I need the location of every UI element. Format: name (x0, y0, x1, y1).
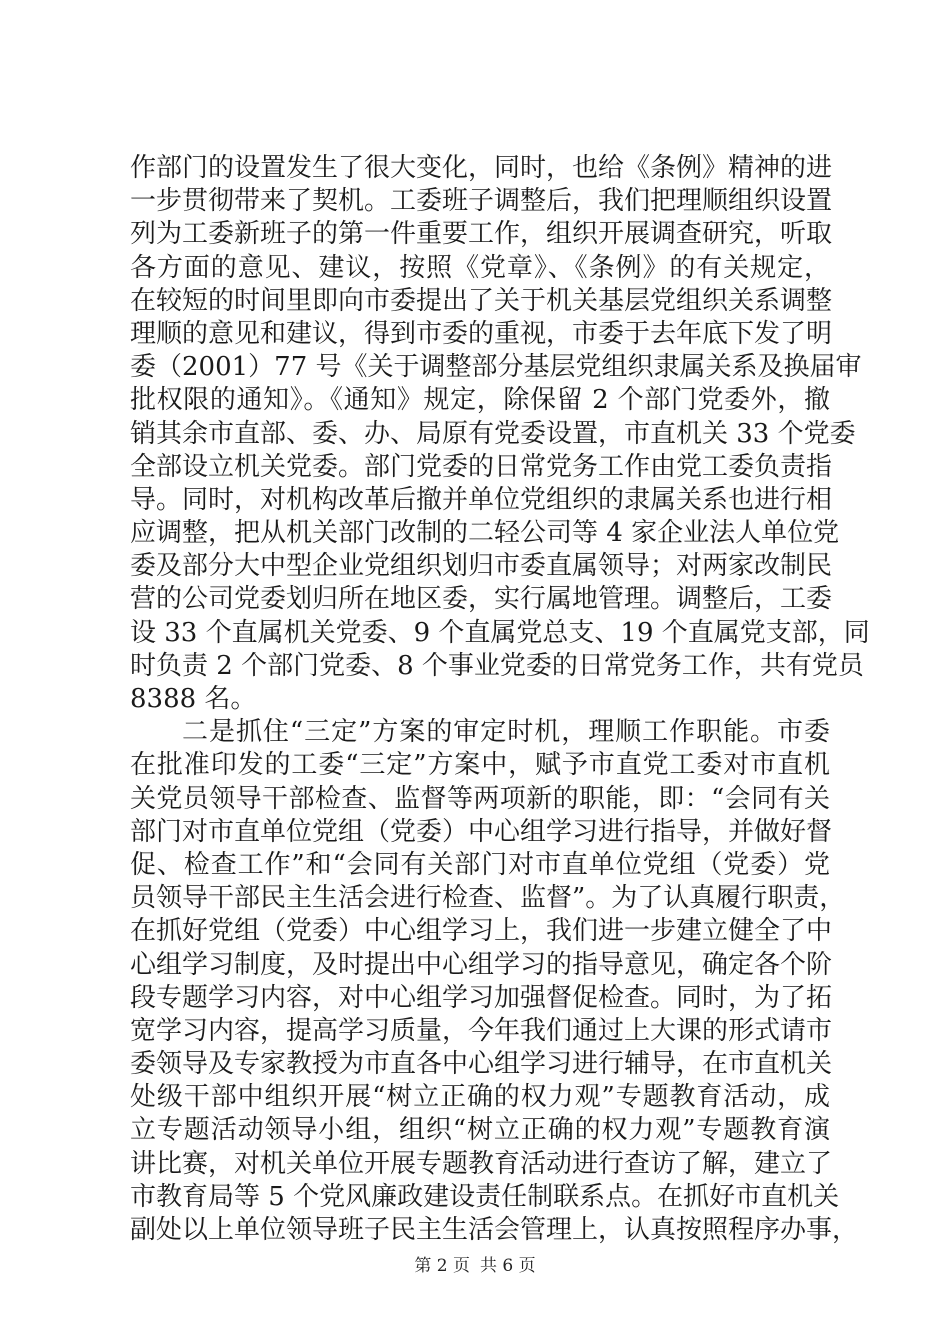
text-line: 时负责 2 个部门党委、8 个事业党委的日常党务工作，共有党员 (130, 650, 864, 681)
text-line: 委及部分大中型企业党组织划归市委直属领导；对两家改制民 (130, 551, 833, 582)
text-line: 委领导及专家教授为市直各中心组学习进行辅导，在市直机关 (130, 1049, 833, 1080)
page-footer (0, 1251, 950, 1276)
text-line: 在较短的时间里即向市委提出了关于机关基层党组织关系调整 (130, 285, 833, 316)
text-line: 列为工委新班子的第一件重要工作，组织开展调查研究，听取 (130, 219, 833, 250)
text-line: 部门对市直单位党组（党委）中心组学习进行指导，并做好督 (130, 816, 833, 847)
text-line: 段专题学习内容，对中心组学习加强督促检查。同时，为了拓 (130, 982, 833, 1013)
text-line: 在批准印发的工委“三定”方案中，赋予市直党工委对市直机 (130, 750, 830, 781)
text-line: 员领导干部民主生活会进行检查、监督”。为了认真履行职责， (130, 883, 846, 914)
text-line: 作部门的设置发生了很大变化，同时，也给《条例》精神的进 (130, 153, 833, 183)
text-line: 委（2001）77 号《关于调整部分基层党组织隶属关系及换届审 (130, 352, 862, 383)
text-line: 市教育局等 5 个党风廉政建设责任制联系点。在抓好市直机关 (130, 1181, 840, 1212)
page-number: 第 2 页 (414, 1256, 470, 1276)
text-line: 设 33 个直属机关党委、9 个直属党总支、19 个直属党支部，同 (130, 617, 870, 648)
text-line: 一步贯彻带来了契机。工委班子调整后，我们把理顺组织设置 (130, 186, 833, 217)
text-line: 8388 名。 (130, 684, 257, 714)
text-line: 营的公司党委划归所在地区委，实行属地管理。调整后，工委 (130, 584, 833, 615)
text-line: 宽学习内容，提高学习质量，今年我们通过上大课的形式请市 (130, 1015, 833, 1046)
text-line: 导。同时，对机构改革后撤并单位党组织的隶属关系也进行相 (130, 484, 833, 515)
text-line: 销其余市直部、委、办、局原有党委设置，市直机关 33 个党委 (130, 418, 856, 449)
text-line: 处级干部中组织开展“树立正确的权力观”专题教育活动，成 (130, 1082, 830, 1113)
page-total: 共 6 页 (480, 1256, 536, 1276)
text-line: 心组学习制度，及时提出中心组学习的指导意见，确定各个阶 (130, 949, 833, 980)
text-line: 促、检查工作”和“会同有关部门对市直单位党组（党委）党 (130, 849, 830, 880)
text-line: 副处以上单位领导班子民主生活会管理上，认真按照程序办事， (130, 1215, 859, 1245)
document-body (130, 152, 870, 1247)
paragraph-first-line: 二是抓住“三定”方案的审定时机，理顺工作职能。市委 (182, 717, 830, 748)
text-line: 立专题活动领导小组，组织“树立正确的权力观”专题教育演 (130, 1115, 830, 1146)
text-line: 在抓好党组（党委）中心组学习上，我们进一步建立健全了中 (130, 916, 833, 947)
text-line: 全部设立机关党委。部门党委的日常党务工作由党工委负责指 (130, 451, 833, 482)
text-line: 讲比赛，对机关单位开展专题教育活动进行查访了解，建立了 (130, 1148, 833, 1179)
text-line: 批权限的通知》。《通知》规定，除保留 2 个部门党委外，撤 (130, 385, 830, 416)
text-line: 应调整，把从机关部门改制的二轻公司等 4 家企业法人单位党 (130, 518, 840, 549)
text-line: 理顺的意见和建议，得到市委的重视，市委于去年底下发了明 (130, 318, 833, 349)
text-line: 关党员领导干部检查、监督等两项新的职能，即：“会同有关 (130, 783, 830, 814)
text-line: 各方面的意见、建议，按照《党章》、《条例》的有关规定， (130, 252, 830, 283)
